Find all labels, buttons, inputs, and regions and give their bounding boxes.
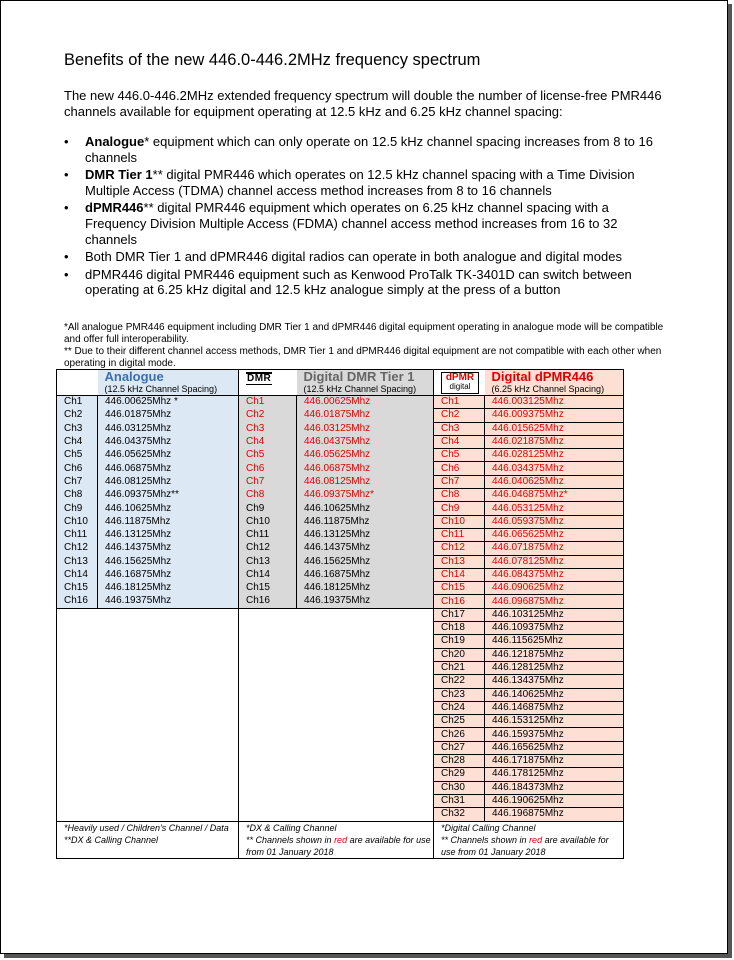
- empty-cell: [98, 675, 239, 688]
- analogue-channel: Ch16: [57, 595, 98, 608]
- dpmr-channel: Ch23: [434, 688, 485, 701]
- analogue-notes: *Heavily used / Children's Channel / Data **DX & Calling Channel: [57, 821, 239, 858]
- dmr-frequency: 446.01875Mhz: [297, 409, 434, 422]
- empty-cell: [297, 741, 434, 754]
- analogue-channel: Ch9: [57, 502, 98, 515]
- empty-cell: [239, 701, 297, 714]
- analogue-frequency: 446.15625Mhz: [98, 555, 239, 568]
- empty-cell: [239, 648, 297, 661]
- dmr-frequency: 446.11875Mhz: [297, 515, 434, 528]
- dpmr-frequency: 446.034375Mhz: [485, 462, 624, 475]
- empty-cell: [297, 728, 434, 741]
- empty-cell: [98, 648, 239, 661]
- empty-cell: [239, 781, 297, 794]
- dpmr-channel: Ch9: [434, 502, 485, 515]
- analogue-frequency: 446.04375Mhz: [98, 435, 239, 448]
- empty-cell: [297, 661, 434, 674]
- dpmr-frequency: 446.178125Mhz: [485, 768, 624, 781]
- analogue-channel: Ch8: [57, 489, 98, 502]
- empty-cell: [57, 781, 98, 794]
- empty-cell: [57, 755, 98, 768]
- list-item: • dPMR446 digital PMR446 equipment such as Kenwood ProTalk TK-3401D can switch between operating at 6.25 kHz digital and 12.5 kHz analogue simply at the press of a button: [64, 267, 664, 298]
- dmr-frequency: 446.03125Mhz: [297, 422, 434, 435]
- dmr-channel: Ch3: [239, 422, 297, 435]
- dpmr-channel: Ch19: [434, 635, 485, 648]
- analogue-frequency: 446.00625Mhz *: [98, 396, 239, 409]
- empty-cell: [239, 768, 297, 781]
- dpmr-frequency: 446.084375Mhz: [485, 568, 624, 581]
- analogue-frequency: 446.18125Mhz: [98, 582, 239, 595]
- footnote-digital: ** Due to their different channel access methods, DMR Tier 1 and dPMR446 digital equipment are not compatible with each other when operating in digital mode.: [64, 345, 662, 369]
- analogue-frequency: 446.03125Mhz: [98, 422, 239, 435]
- dmr-frequency: 446.16875Mhz: [297, 568, 434, 581]
- table-row: [57, 701, 624, 714]
- dpmr-channel: Ch1: [434, 396, 485, 409]
- dmr-frequency: 446.06875Mhz: [297, 462, 434, 475]
- empty-cell: [239, 608, 297, 621]
- dpmr-channel: Ch10: [434, 515, 485, 528]
- dpmr-frequency: 446.153125Mhz: [485, 715, 624, 728]
- dpmr-frequency: 446.015625Mhz: [485, 422, 624, 435]
- dpmr-channel: Ch11: [434, 528, 485, 541]
- empty-cell: [239, 635, 297, 648]
- table-notes-row: [57, 821, 624, 858]
- analogue-frequency: 446.09375Mhz**: [98, 489, 239, 502]
- dpmr-frequency: 446.046875Mhz*: [485, 489, 624, 502]
- dpmr-channel: Ch8: [434, 489, 485, 502]
- empty-cell: [57, 622, 98, 635]
- empty-cell: [57, 608, 98, 621]
- empty-cell: [297, 648, 434, 661]
- dmr-channel: Ch13: [239, 555, 297, 568]
- analogue-frequency: 446.01875Mhz: [98, 409, 239, 422]
- empty-cell: [98, 701, 239, 714]
- table-row: [57, 728, 624, 741]
- dpmr-frequency: 446.103125Mhz: [485, 608, 624, 621]
- empty-cell: [98, 728, 239, 741]
- empty-cell: [98, 661, 239, 674]
- table-row: [57, 435, 624, 448]
- empty-cell: [57, 741, 98, 754]
- empty-cell: [297, 608, 434, 621]
- table-row: [57, 462, 624, 475]
- table-row: [57, 528, 624, 541]
- dpmr-frequency: 446.028125Mhz: [485, 449, 624, 462]
- table-row: [57, 794, 624, 807]
- dpmr-channel: Ch29: [434, 768, 485, 781]
- analogue-channel: Ch13: [57, 555, 98, 568]
- dpmr-channel: Ch17: [434, 608, 485, 621]
- table-row: [57, 475, 624, 488]
- empty-cell: [239, 675, 297, 688]
- empty-cell: [239, 688, 297, 701]
- analogue-frequency: 446.10625Mhz: [98, 502, 239, 515]
- empty-cell: [297, 808, 434, 821]
- footnote-analogue: *All analogue PMR446 equipment including DMR Tier 1 and dPMR446 digital equipment operating in analogue mode will be compatible and offer full interoperability.: [64, 321, 664, 345]
- dpmr-frequency: 446.146875Mhz: [485, 701, 624, 714]
- table-row: [57, 542, 624, 555]
- dmr-channel: Ch9: [239, 502, 297, 515]
- table-row: [57, 781, 624, 794]
- empty-cell: [98, 635, 239, 648]
- table-row: [57, 582, 624, 595]
- analogue-channel: Ch5: [57, 449, 98, 462]
- analogue-frequency: 446.11875Mhz: [98, 515, 239, 528]
- table-row: [57, 768, 624, 781]
- empty-cell: [297, 635, 434, 648]
- dpmr-frequency: 446.121875Mhz: [485, 648, 624, 661]
- dpmr-channel: Ch32: [434, 808, 485, 821]
- dpmr-frequency: 446.059375Mhz: [485, 515, 624, 528]
- empty-cell: [98, 768, 239, 781]
- dmr-frequency: 446.10625Mhz: [297, 502, 434, 515]
- dpmr-channel: Ch12: [434, 542, 485, 555]
- analogue-frequency: 446.13125Mhz: [98, 528, 239, 541]
- empty-cell: [297, 675, 434, 688]
- dpmr-frequency: 446.134375Mhz: [485, 675, 624, 688]
- page-title: Benefits of the new 446.0-446.2MHz frequency spectrum: [64, 51, 481, 69]
- table-row: [57, 648, 624, 661]
- dpmr-frequency: 446.171875Mhz: [485, 755, 624, 768]
- dpmr-channel: Ch16: [434, 595, 485, 608]
- table-row: [57, 741, 624, 754]
- dpmr-channel: Ch7: [434, 475, 485, 488]
- dpmr-channel: Ch28: [434, 755, 485, 768]
- benefits-list: [64, 134, 664, 298]
- analogue-channel: Ch4: [57, 435, 98, 448]
- dmr-channel: Ch11: [239, 528, 297, 541]
- analogue-channel: Ch7: [57, 475, 98, 488]
- analogue-channel: Ch6: [57, 462, 98, 475]
- dpmr-frequency: 446.159375Mhz: [485, 728, 624, 741]
- dmr-channel: Ch16: [239, 595, 297, 608]
- dpmr-channel: Ch20: [434, 648, 485, 661]
- dpmr-frequency: 446.009375Mhz: [485, 409, 624, 422]
- empty-cell: [57, 675, 98, 688]
- empty-cell: [98, 808, 239, 821]
- empty-cell: [57, 701, 98, 714]
- dmr-frequency: 446.00625Mhz: [297, 396, 434, 409]
- empty-cell: [57, 715, 98, 728]
- analogue-frequency: 446.06875Mhz: [98, 462, 239, 475]
- dpmr-frequency: 446.190625Mhz: [485, 794, 624, 807]
- table-row: [57, 568, 624, 581]
- empty-cell: [297, 688, 434, 701]
- dpmr-frequency: 446.115625Mhz: [485, 635, 624, 648]
- dmr-channel: Ch5: [239, 449, 297, 462]
- dmr-header: Digital DMR Tier 1 (12.5 kHz Channel Spacing): [297, 370, 434, 396]
- dpmr-channel: Ch24: [434, 701, 485, 714]
- empty-cell: [239, 715, 297, 728]
- analogue-channel: Ch3: [57, 422, 98, 435]
- empty-cell: [297, 768, 434, 781]
- dpmr-frequency: 446.090625Mhz: [485, 582, 624, 595]
- dpmr-frequency: 446.184373Mhz: [485, 781, 624, 794]
- analogue-frequency: 446.19375Mhz: [98, 595, 239, 608]
- dpmr-channel: Ch15: [434, 582, 485, 595]
- dpmr-channel: Ch31: [434, 794, 485, 807]
- empty-cell: [297, 781, 434, 794]
- empty-cell: [239, 661, 297, 674]
- dmr-channel: Ch6: [239, 462, 297, 475]
- dmr-channel: Ch4: [239, 435, 297, 448]
- analogue-header: Analogue (12.5 kHz Channel Spacing): [98, 370, 239, 396]
- empty-cell: [297, 755, 434, 768]
- empty-cell: [297, 794, 434, 807]
- dpmr-channel: Ch2: [434, 409, 485, 422]
- analogue-frequency: 446.14375Mhz: [98, 542, 239, 555]
- table-row: [57, 396, 624, 409]
- analogue-frequency: 446.08125Mhz: [98, 475, 239, 488]
- dmr-frequency: 446.18125Mhz: [297, 582, 434, 595]
- empty-cell: [297, 622, 434, 635]
- table-row: [57, 675, 624, 688]
- empty-cell: [57, 635, 98, 648]
- table-row: [57, 622, 624, 635]
- list-item: • Both DMR Tier 1 and dPMR446 digital radios can operate in both analogue and digital modes: [64, 249, 664, 265]
- dmr-channel: Ch12: [239, 542, 297, 555]
- empty-cell: [239, 755, 297, 768]
- table-row: [57, 715, 624, 728]
- analogue-header-spacer: [57, 370, 98, 396]
- dpmr-channel: Ch18: [434, 622, 485, 635]
- dmr-channel: Ch15: [239, 582, 297, 595]
- empty-cell: [98, 794, 239, 807]
- dpmr-frequency: 446.053125Mhz: [485, 502, 624, 515]
- dpmr-channel: Ch5: [434, 449, 485, 462]
- dpmr-notes: *Digital Calling Channel ** Channels shown in red are available for use from 01 January 2018: [434, 821, 624, 858]
- table-row: [57, 515, 624, 528]
- dpmr-channel: Ch4: [434, 435, 485, 448]
- dpmr-frequency: 446.165625Mhz: [485, 741, 624, 754]
- empty-cell: [98, 755, 239, 768]
- empty-cell: [57, 794, 98, 807]
- analogue-channel: Ch12: [57, 542, 98, 555]
- dpmr-logo: dPMR digital: [434, 370, 485, 396]
- table-row: [57, 489, 624, 502]
- table-row: [57, 422, 624, 435]
- dmr-frequency: 446.09375Mhz*: [297, 489, 434, 502]
- empty-cell: [98, 608, 239, 621]
- dmr-frequency: 446.15625Mhz: [297, 555, 434, 568]
- dpmr-frequency: 446.128125Mhz: [485, 661, 624, 674]
- dmr-frequency: 446.13125Mhz: [297, 528, 434, 541]
- dmr-frequency: 446.04375Mhz: [297, 435, 434, 448]
- dpmr-frequency: 446.065625Mhz: [485, 528, 624, 541]
- table-row: [57, 502, 624, 515]
- dpmr-frequency: 446.140625Mhz: [485, 688, 624, 701]
- analogue-channel: Ch14: [57, 568, 98, 581]
- dmr-channel: Ch2: [239, 409, 297, 422]
- table-row: [57, 688, 624, 701]
- dmr-frequency: 446.05625Mhz: [297, 449, 434, 462]
- frequency-table: [56, 369, 624, 859]
- footnotes: [64, 322, 664, 370]
- table-row: [57, 409, 624, 422]
- list-item: • dPMR446** digital PMR446 equipment which operates on 6.25 kHz channel spacing with a Frequency Division Multiple Access (FDMA) channel access method increases from 16 to 32 channels: [64, 200, 664, 247]
- empty-cell: [98, 781, 239, 794]
- dpmr-header: Digital dPMR446 (6.25 kHz Channel Spacing): [485, 370, 624, 396]
- empty-cell: [297, 701, 434, 714]
- dmr-frequency: 446.19375Mhz: [297, 595, 434, 608]
- dpmr-frequency: 446.096875Mhz: [485, 595, 624, 608]
- dpmr-channel: Ch25: [434, 715, 485, 728]
- dpmr-channel: Ch22: [434, 675, 485, 688]
- table-row: [57, 449, 624, 462]
- empty-cell: [239, 728, 297, 741]
- list-item: • DMR Tier 1** digital PMR446 which operates on 12.5 kHz channel spacing with a Time Division Multiple Access (TDMA) channel access method increases from 8 to 16 channels: [64, 167, 664, 198]
- empty-cell: [57, 688, 98, 701]
- empty-cell: [57, 808, 98, 821]
- analogue-channel: Ch1: [57, 396, 98, 409]
- analogue-channel: Ch2: [57, 409, 98, 422]
- document-body: [64, 50, 664, 370]
- dmr-frequency: 446.14375Mhz: [297, 542, 434, 555]
- empty-cell: [98, 622, 239, 635]
- table-row: [57, 555, 624, 568]
- dpmr-channel: Ch3: [434, 422, 485, 435]
- dmr-channel: Ch8: [239, 489, 297, 502]
- analogue-channel: Ch15: [57, 582, 98, 595]
- intro-paragraph: The new 446.0-446.2MHz extended frequency spectrum will double the number of license-free PMR446 channels available for equipment operating at 12.5 kHz and 6.25 kHz channel spacing:: [64, 88, 662, 119]
- dpmr-frequency: 446.003125Mhz: [485, 396, 624, 409]
- dpmr-channel: Ch6: [434, 462, 485, 475]
- table-row: [57, 635, 624, 648]
- table-row: [57, 755, 624, 768]
- empty-cell: [57, 648, 98, 661]
- dpmr-channel: Ch27: [434, 741, 485, 754]
- dpmr-frequency: 446.078125Mhz: [485, 555, 624, 568]
- empty-cell: [57, 661, 98, 674]
- dpmr-frequency: 446.040625Mhz: [485, 475, 624, 488]
- dmr-notes: *DX & Calling Channel ** Channels shown in red are available for use from 01 January 2018: [239, 821, 434, 858]
- table-row: [57, 808, 624, 821]
- table-row: [57, 595, 624, 608]
- dmr-channel: Ch14: [239, 568, 297, 581]
- empty-cell: [297, 715, 434, 728]
- table-row: [57, 608, 624, 621]
- analogue-frequency: 446.05625Mhz: [98, 449, 239, 462]
- dpmr-frequency: 446.021875Mhz: [485, 435, 624, 448]
- list-item: • Analogue* equipment which can only operate on 12.5 kHz channel spacing increases from 8 to 16 channels: [64, 134, 664, 165]
- dmr-channel: Ch1: [239, 396, 297, 409]
- dpmr-channel: Ch26: [434, 728, 485, 741]
- empty-cell: [57, 728, 98, 741]
- dpmr-channel: Ch14: [434, 568, 485, 581]
- dpmr-channel: Ch30: [434, 781, 485, 794]
- analogue-channel: Ch10: [57, 515, 98, 528]
- empty-cell: [98, 741, 239, 754]
- table-row: [57, 661, 624, 674]
- dpmr-channel: Ch21: [434, 661, 485, 674]
- empty-cell: [239, 622, 297, 635]
- empty-cell: [239, 808, 297, 821]
- dpmr-frequency: 446.109375Mhz: [485, 622, 624, 635]
- empty-cell: [98, 715, 239, 728]
- analogue-channel: Ch11: [57, 528, 98, 541]
- dmr-channel: Ch10: [239, 515, 297, 528]
- empty-cell: [98, 688, 239, 701]
- dmr-frequency: 446.08125Mhz: [297, 475, 434, 488]
- dpmr-channel: Ch13: [434, 555, 485, 568]
- dmr-logo: DMR: [239, 370, 297, 396]
- empty-cell: [57, 768, 98, 781]
- analogue-frequency: 446.16875Mhz: [98, 568, 239, 581]
- dpmr-frequency: 446.071875Mhz: [485, 542, 624, 555]
- dmr-channel: Ch7: [239, 475, 297, 488]
- empty-cell: [239, 794, 297, 807]
- empty-cell: [239, 741, 297, 754]
- dpmr-frequency: 446.196875Mhz: [485, 808, 624, 821]
